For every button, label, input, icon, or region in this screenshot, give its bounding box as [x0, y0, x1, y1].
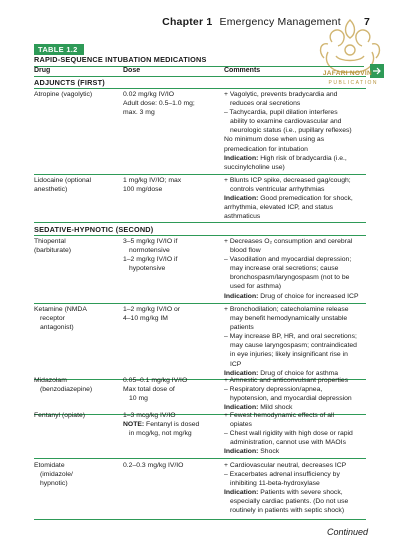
dose-line: 0.2–0.3 mg/kg IV/IO — [123, 462, 184, 469]
comment-line: controls ventricular arrhythmias — [230, 186, 325, 194]
row-divider — [34, 458, 366, 459]
comment-line: patients — [230, 324, 254, 332]
drug-name: Midazolam — [34, 377, 67, 384]
comment-line: hypotension, and myocardial depression — [230, 395, 352, 403]
drug-name: Fentanyl (opiate) — [34, 412, 86, 419]
dose-note-line — [123, 420, 215, 429]
dose-line: normotensive — [129, 247, 170, 255]
page-number: 7 — [363, 16, 370, 28]
comment-line: + Bronchodilation; catecholamine release — [224, 306, 349, 313]
indication-text: Drug of choice for increased ICP — [258, 292, 359, 300]
drug-name: Lidocaine (optional — [34, 177, 92, 184]
comment-line: blood flow — [230, 247, 261, 255]
section-divider — [34, 235, 366, 236]
dose-line: max. 3 mg — [123, 109, 155, 117]
drug-cell — [34, 176, 118, 194]
dose-line: 0.02 mg/kg IV/IO — [123, 91, 174, 98]
comment-line: – May increase BP, HR, and oral secretions; — [224, 333, 357, 341]
section-heading-adjuncts: ADJUNCTS (FIRST) — [34, 78, 105, 87]
comment-line: + Amnestic and anticonvulsant properties — [224, 377, 349, 384]
header-divider — [34, 76, 366, 77]
comment-line: reduces oral secretions — [230, 100, 301, 108]
comment-line: – Chest wall rigidity with high dose or rapid — [224, 430, 353, 438]
drug-name: hypnotic) — [40, 480, 68, 488]
row-divider — [34, 303, 366, 304]
dose-line: Adult dose: 0.5–1.0 mg; — [123, 100, 195, 108]
dose-note-line: in mcg/kg, not mg/kg — [129, 430, 192, 438]
comment-line: + Fewest hemodynamic effects of all — [224, 412, 334, 419]
drug-cell — [34, 305, 118, 332]
dose-line: 1–2 mg/kg IV/IO if — [123, 256, 178, 264]
dose-line: 4–10 mg/kg IM — [123, 315, 168, 323]
comment-line: ability to examine cardiovascular and — [230, 118, 342, 126]
dose-line: Max total dose of — [123, 386, 175, 394]
indication-text: Shock — [258, 448, 280, 456]
indication-line: especially cardiac patients. (Do not use — [230, 498, 349, 506]
comment-line: – Respiratory depression/apnea, — [224, 386, 323, 394]
indication-line: routinely in patients with septic shock) — [230, 507, 345, 515]
indication-label: Indication: — [224, 489, 259, 497]
drug-name: (benzodiazepine) — [40, 386, 93, 394]
drug-cell — [34, 90, 118, 99]
row-divider — [34, 174, 366, 175]
comment-line: opiates — [230, 421, 252, 429]
comment-line: – Exacerbates adrenal insufficiency by — [224, 471, 340, 479]
indication-line — [224, 447, 366, 456]
comment-line: inhibiting 11-beta-hydroxylase — [230, 480, 320, 488]
dose-line: hypotensive — [129, 265, 166, 273]
dose-cell — [123, 90, 215, 117]
indication-label: Indication: — [224, 292, 259, 300]
drug-name: receptor — [40, 315, 65, 323]
comment-line: + Blunts ICP spike, decreased gag/cough; — [224, 177, 351, 184]
comment-line: – Vasodilation and myocardial depression; — [224, 256, 352, 264]
comment-line: – Tachycardia, pupil dilation interferes — [224, 109, 338, 117]
logo-tagline: PUBLICATION — [328, 80, 378, 86]
comment-line: ICP — [230, 360, 242, 368]
comments-cell — [224, 90, 366, 172]
drug-name: anesthetic) — [34, 186, 68, 194]
indication-label: Indication: — [224, 448, 259, 456]
dose-line: 1 mg/kg IV/IO; max — [123, 177, 182, 184]
comment-line: used for asthma) — [230, 283, 281, 291]
comment-line: may cause laryngospasm; contraindicated — [230, 342, 357, 350]
comment-line: may increase oral secretions; cause — [230, 265, 339, 273]
section-heading-sedative: SEDATIVE-HYPNOTIC (SECOND) — [34, 225, 154, 234]
comments-cell — [224, 305, 366, 378]
comment-line: + Decreases O₂ consumption and cerebral — [224, 238, 353, 245]
comment-line: bronchospasm/laryngospasm (not to be — [230, 274, 350, 282]
dose-line: 0.05–0.1 mg/kg IV/IO — [123, 377, 188, 384]
dose-cell — [123, 376, 215, 403]
note-text: Fentanyl is dosed — [144, 421, 200, 429]
comment-line: in eye injuries; likely insignificant rise in — [230, 351, 348, 359]
dose-cell — [123, 461, 215, 470]
drug-name: Atropine (vagolytic) — [34, 91, 93, 98]
indication-line: arrhythmia, elevated ICP, and status — [224, 204, 334, 212]
indication-line: asthmaticus — [224, 213, 261, 221]
drug-name: (imidazole/ — [40, 471, 73, 479]
drug-name: Thiopental — [34, 238, 66, 245]
comments-cell — [224, 176, 366, 221]
drug-cell — [34, 237, 118, 255]
section-divider — [34, 88, 366, 89]
indication-label: Indication: — [224, 154, 259, 162]
indication-line — [224, 194, 366, 203]
comment-line: No minimum dose when using as — [224, 136, 325, 144]
comments-cell — [224, 237, 366, 301]
indication-text: Drug of choice for asthma — [258, 369, 339, 377]
logo-name: JAFARI NOVIN — [322, 70, 372, 77]
section-title: Emergency Management — [219, 16, 341, 28]
drug-cell — [34, 411, 118, 420]
indication-text: Good premedication for shock, — [258, 195, 353, 203]
continued-label: Continued — [326, 527, 368, 537]
comments-cell — [224, 411, 366, 456]
dose-line: 10 mg — [129, 395, 148, 403]
comment-line: + Cardiovascular neutral, decreases ICP — [224, 462, 347, 469]
dose-cell — [123, 305, 215, 323]
column-header-drug: Drug — [34, 67, 51, 74]
comments-cell — [224, 461, 366, 516]
drug-name: Etomidate — [34, 462, 65, 469]
row-divider — [34, 222, 366, 223]
drug-cell — [34, 461, 118, 488]
indication-text: Mild shock — [258, 404, 293, 412]
dose-line: 1–3 mcg/kg IV/IO — [123, 412, 176, 419]
table-title: RAPID-SEQUENCE INTUBATION MEDICATIONS — [34, 55, 364, 67]
dose-line: 100 mg/dose — [123, 186, 163, 194]
drug-name: Ketamine (NMDA — [34, 306, 87, 313]
comment-line: administration, cannot use with MAOIs — [230, 439, 346, 447]
table-bottom-rule — [34, 519, 366, 520]
drug-cell — [34, 376, 118, 394]
indication-label: Indication: — [224, 369, 259, 377]
dose-cell — [123, 237, 215, 273]
dose-cell — [123, 411, 215, 438]
indication-label: Indication: — [224, 404, 259, 412]
dose-cell — [123, 176, 215, 194]
dose-line: 1–2 mg/kg IV/IO or — [123, 306, 181, 313]
dose-line: 3–5 mg/kg IV/IO if — [123, 238, 178, 245]
column-header-comments: Comments — [224, 67, 261, 74]
indication-line — [224, 292, 366, 301]
comment-line: neurologic status (i.e., pupillary reflexes) — [230, 127, 352, 135]
comment-line: may benefit hemodynamically unstable — [230, 315, 348, 323]
indication-label: Indication: — [224, 195, 259, 203]
drug-name: antagonist) — [40, 324, 74, 332]
indication-line: succinylcholine use) — [224, 163, 285, 171]
comment-line: premedication for intubation — [224, 145, 308, 153]
chapter-label: Chapter 1 — [162, 16, 213, 28]
drug-name: (barbiturate) — [34, 247, 72, 255]
indication-text: High risk of bradycardia (i.e., — [258, 154, 347, 162]
indication-text: Patients with severe shock, — [258, 489, 343, 497]
column-header-dose: Dose — [123, 67, 141, 74]
comments-cell — [224, 376, 366, 412]
note-label: NOTE: — [123, 421, 145, 429]
indication-line — [224, 488, 366, 497]
indication-line — [224, 154, 366, 163]
comment-line: + Vagolytic, prevents bradycardia and — [224, 91, 338, 98]
table-label: TABLE 1.2 — [34, 44, 84, 55]
